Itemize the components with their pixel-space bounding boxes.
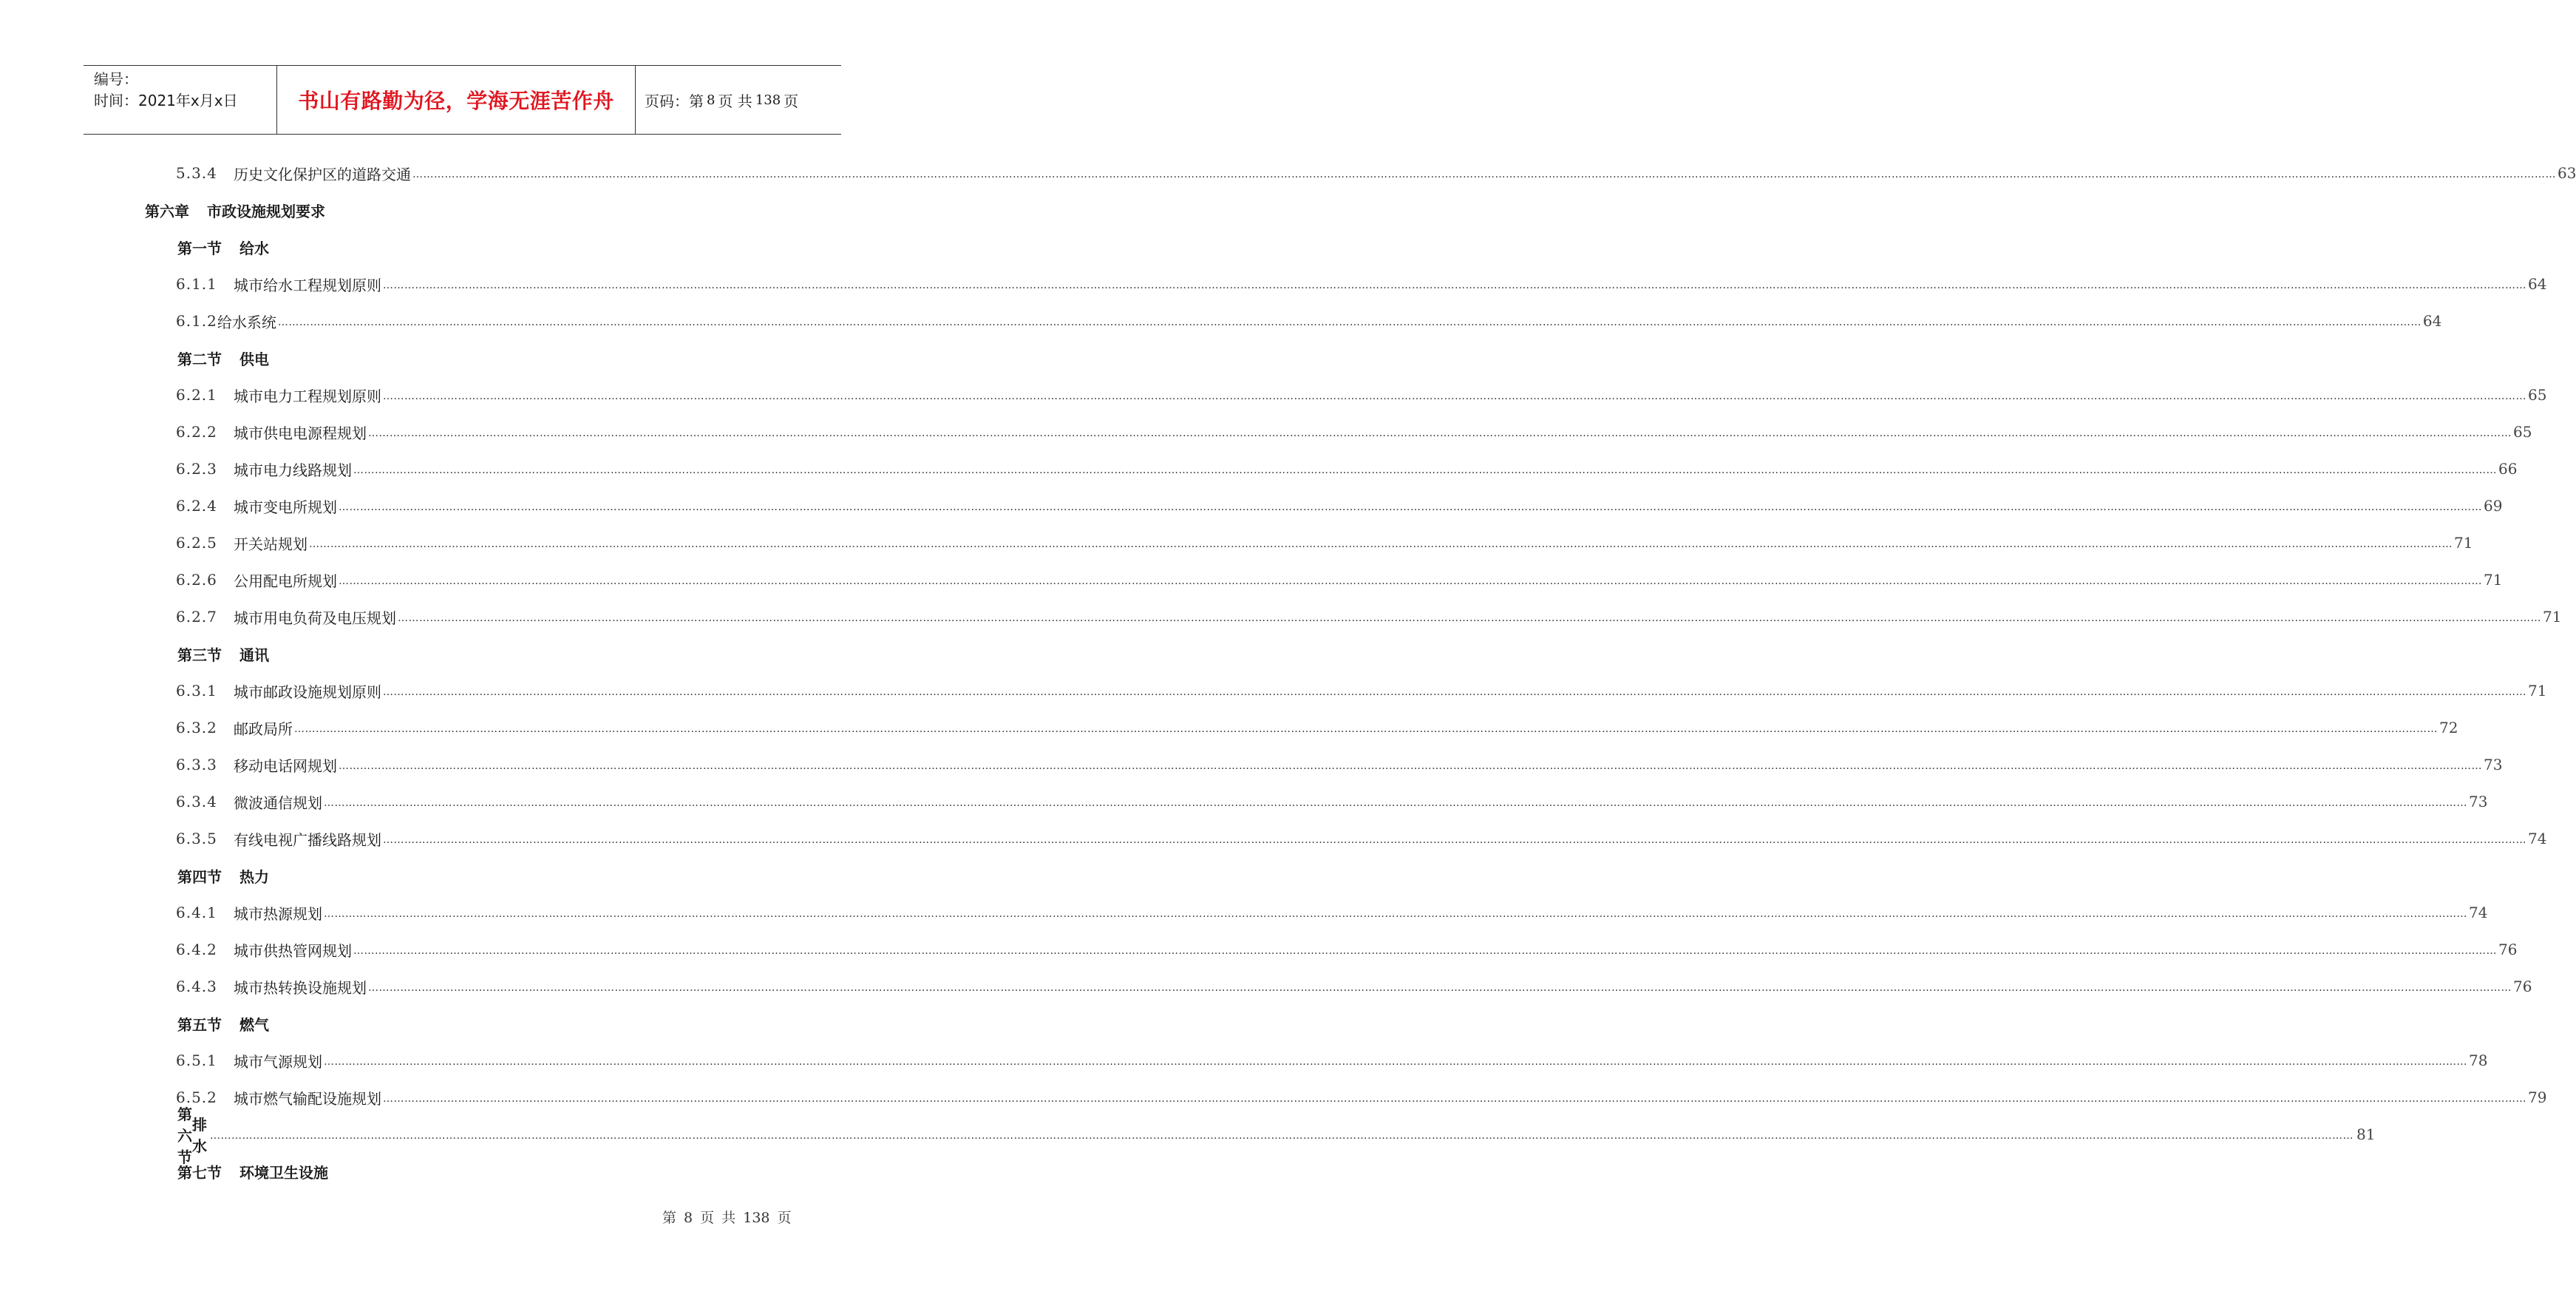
toc-section-label: 第一节 [177,239,222,257]
toc-leader-dots: …………………………………………………………………………………………………………………………………………………………………………………………………………………………………………………………………………………………………………………………………………………………………………………………………………………………………………………………………………………………………………………………………………………… [353,464,2497,476]
toc-entry [176,754,2503,776]
toc-entry-title: 城市供电电源程规划 [234,424,367,442]
toc-chapter-title: 市政设施规划要求 [207,202,325,220]
toc-entry-page: 76 [2498,941,2518,958]
toc-leader-dots: …………………………………………………………………………………………………………………………………………………………………………………………………………………………………………………………………………………………………………………………………………………………………………………………………………………………………………………………………………………………………………………………………………………… [412,169,2556,180]
toc-entry-page: 66 [2498,460,2518,478]
toc-entry-number: 5.3.4 [176,164,217,182]
toc-leader-dots: …………………………………………………………………………………………………………………………………………………………………………………………………………………………………………………………………………………………………………………………………………………………………………………………………………………………………………………………………………………………………………………………………………………… [383,280,2526,291]
toc-entry-title: 城市用电负荷及电压规划 [234,609,396,627]
toc-entry-title: 城市燃气输配设施规划 [234,1089,381,1108]
toc-entry-title: 有线电视广播线路规划 [234,830,381,849]
toc-entry-number: 6.4.2 [176,941,217,958]
toc-entry-title: 城市热转换设施规划 [234,978,367,997]
toc-entry-title: 公用配电所规划 [234,572,337,590]
toc-entry-number: 6.2.1 [176,386,217,404]
page-number: 8 [707,92,716,108]
toc-entry-page: 76 [2513,978,2532,995]
header-motto: 书山有路勤为径，学海无涯苦作舟 [277,66,636,134]
page-prefix: 页码：第 [645,92,704,110]
toc-entry [176,901,2488,924]
toc-entry-number: 6.3.2 [176,719,217,736]
toc-leader-dots: …………………………………………………………………………………………………………………………………………………………………………………………………………………………………………………………………………………………………………………………………………………………………………………………………………………………………………………………………………………………………………………………………………………… [339,575,2482,587]
toc-entry-number: 6.2.7 [176,608,217,626]
toc-entry-number: 6.5.1 [176,1052,217,1069]
toc-section-title: 通讯 [239,646,269,664]
document-number-label: 编号： [94,70,138,88]
toc-entry-number: 6.2.5 [176,534,217,552]
toc-entry-title: 城市电力工程规划原则 [234,387,381,405]
toc-entry-page: 69 [2484,497,2503,515]
toc-entry-title: 历史文化保护区的道路交通 [234,165,411,183]
toc-entry-page: 74 [2469,904,2488,921]
toc-entry [176,384,2547,406]
toc-entry [176,458,2518,480]
toc-entry-page: 71 [2543,608,2562,626]
toc-section-label: 第四节 [177,867,222,886]
toc-entry-title: 城市气源规划 [234,1052,322,1071]
toc-entry-number: 6.1.2 [176,312,217,330]
toc-entry-page: 64 [2528,275,2547,293]
header-meta [84,66,277,134]
toc-section-title: 燃气 [239,1015,269,1034]
toc-entry-title: 城市供热管网规划 [234,941,352,960]
toc-section-heading [177,236,269,258]
toc-entry [176,532,2473,554]
toc-leader-dots: …………………………………………………………………………………………………………………………………………………………………………………………………………………………………………………………………………………………………………………………………………………………………………………………………………………………………………………………………………………………………………………………………………………… [383,1093,2526,1105]
toc-entry [176,680,2547,702]
toc-leader-dots: …………………………………………………………………………………………………………………………………………………………………………………………………………………………………………………………………………………………………………………………………………………………………………………………………………………………………………………………………………………………………………………………………………………… [277,316,2422,328]
toc-section-heading [177,347,269,369]
toc-entry-page: 65 [2528,386,2547,404]
toc-entry-title: 给水系统 [217,313,276,331]
page-total: 138 [755,92,781,108]
toc-entry-page: 74 [2528,830,2547,847]
toc-entry [176,421,2532,443]
toc-entry-page: 78 [2469,1052,2488,1069]
toc-entry-number: 6.5.2 [176,1088,217,1106]
toc-leader-dots: …………………………………………………………………………………………………………………………………………………………………………………………………………………………………………………………………………………………………………………………………………………………………………………………………………………………………………………………………………………………………………………………………………………… [339,760,2482,772]
toc-entry-title: 微波通信规划 [234,793,322,812]
toc-leader-dots: …………………………………………………………………………………………………………………………………………………………………………………………………………………………………………………………………………………………………………………………………………………………………………………………………………………………………………………………………………………………………………………………………………………… [339,501,2482,513]
toc-entry-title: 开关站规划 [234,535,307,553]
toc-entry-title: 邮政局所 [234,719,293,738]
toc-section-heading [177,643,269,665]
header-page-indicator [636,66,841,134]
toc-entry-title: 城市邮政设施规划原则 [234,683,381,701]
toc-entry-number: 6.1.1 [176,275,217,293]
toc-leader-dots: …………………………………………………………………………………………………………………………………………………………………………………………………………………………………………………………………………………………………………………………………………………………………………………………………………………………………………………………………………………………………………………………………………………… [383,834,2526,846]
toc-entry [176,975,2532,998]
toc-section-heading [177,1160,328,1182]
toc-leader-dots: …………………………………………………………………………………………………………………………………………………………………………………………………………………………………………………………………………………………………………………………………………………………………………………………………………………………………………………………………………………………………………………………………………………… [324,797,2467,809]
toc-entry [176,162,2576,184]
toc-entry [176,495,2503,517]
toc-section-label: 第七节 [177,1163,222,1182]
toc-entry-number: 6.2.2 [176,423,217,441]
toc-entry-number: 6.3.4 [176,793,217,810]
toc-entry [176,827,2547,850]
toc-entry-number: 6.3.3 [176,756,217,773]
toc-entry-page: 73 [2484,756,2503,773]
toc-entry [176,606,2562,628]
toc-section-label: 第二节 [177,350,222,368]
toc-entry [176,938,2518,961]
toc-entry-number: 6.2.4 [176,497,217,515]
page-suffix: 页 [784,92,799,110]
toc-section-title: 排水 [192,1116,207,1155]
toc-entry-title: 城市变电所规划 [234,498,337,516]
toc-entry-page: 72 [2439,719,2458,736]
toc-section-title: 热力 [239,867,269,886]
toc-section-page: 81 [2356,1125,2376,1143]
document-date-label: 时间：2021年x月x日 [94,92,238,109]
toc-entry-number: 6.4.3 [176,978,217,995]
toc-entry-title: 城市电力线路规划 [234,461,352,479]
toc-leader-dots: …………………………………………………………………………………………………………………………………………………………………………………………………………………………………………………………………………………………………………………………………………………………………………………………………………………………………………………………………………………………………………………………………………………… [398,612,2541,624]
toc-entry-number: 6.2.3 [176,460,217,478]
toc-entry-page: 71 [2484,571,2503,589]
toc-section-title: 给水 [239,239,269,257]
toc-section-heading [177,1012,269,1034]
toc-entry-title: 城市热源规划 [234,904,322,923]
page-mid: 页 共 [718,92,752,110]
toc-leader-dots: …………………………………………………………………………………………………………………………………………………………………………………………………………………………………………………………………………………………………………………………………………………………………………………………………………………………………………………………………………………………………………………………………………………… [324,908,2467,920]
toc-leader-dots: …………………………………………………………………………………………………………………………………………………………………………………………………………………………………………………………………………………………………………………………………………………………………………………………………………………………………………………………………………………………………………………………………………………… [368,982,2512,994]
toc-entry-page: 79 [2528,1088,2547,1106]
toc-entry-number: 6.3.1 [176,682,217,700]
toc-entry-page: 63 [2558,164,2576,182]
toc-leader-dots: …………………………………………………………………………………………………………………………………………………………………………………………………………………………………………………………………………………………………………………………………………………………………………………………………………………………………………………………………………………………………………………………………………………… [210,1130,2354,1142]
toc-leader-dots: …………………………………………………………………………………………………………………………………………………………………………………………………………………………………………………………………………………………………………………………………………………………………………………………………………………………………………………………………………………………………………………………………………………… [294,723,2438,735]
toc-entry-page: 73 [2469,793,2488,810]
toc-section-title: 环境卫生设施 [239,1163,328,1182]
page-header [84,65,841,135]
toc-entry [176,1049,2488,1071]
toc-entry-page: 65 [2513,423,2532,441]
toc-entry [176,717,2458,739]
toc-entry-page: 64 [2422,312,2442,330]
toc-entry-title: 城市给水工程规划原则 [234,276,381,294]
toc-entry [176,790,2488,813]
toc-entry [176,310,2442,332]
toc-entry-title: 移动电话网规划 [234,756,337,775]
toc-leader-dots: …………………………………………………………………………………………………………………………………………………………………………………………………………………………………………………………………………………………………………………………………………………………………………………………………………………………………………………………………………………………………………………………………………………… [309,538,2453,550]
toc-section-title: 供电 [239,350,269,368]
toc-chapter-label: 第六章 [145,202,189,220]
toc-leader-dots: …………………………………………………………………………………………………………………………………………………………………………………………………………………………………………………………………………………………………………………………………………………………………………………………………………………………………………………………………………………………………………………………………………………… [368,427,2512,439]
toc-entry-number: 6.4.1 [176,904,217,921]
toc-leader-dots: …………………………………………………………………………………………………………………………………………………………………………………………………………………………………………………………………………………………………………………………………………………………………………………………………………………………………………………………………………………………………………………………………………………… [353,945,2497,957]
toc-entry [176,1086,2547,1108]
toc-section-heading [177,864,269,887]
toc-section-label: 第六节 [177,1105,192,1166]
toc-entry-page: 71 [2454,534,2473,552]
toc-entry [176,569,2503,591]
toc-chapter-heading [145,199,325,221]
toc-entry-number: 6.2.6 [176,571,217,589]
toc-section-label: 第三节 [177,646,222,664]
toc-section-label: 第五节 [177,1015,222,1034]
toc-entry-page: 71 [2528,682,2547,700]
toc-entry-number: 6.3.5 [176,830,217,847]
toc-entry [176,273,2547,295]
toc-section-heading [177,1105,2376,1166]
toc-leader-dots: …………………………………………………………………………………………………………………………………………………………………………………………………………………………………………………………………………………………………………………………………………………………………………………………………………………………………………………………………………………………………………………………………………………… [383,390,2526,402]
page-footer: 第 8 页 共 138 页 [662,1210,792,1226]
toc-leader-dots: …………………………………………………………………………………………………………………………………………………………………………………………………………………………………………………………………………………………………………………………………………………………………………………………………………………………………………………………………………………………………………………………………………………… [324,1056,2467,1068]
toc-leader-dots: …………………………………………………………………………………………………………………………………………………………………………………………………………………………………………………………………………………………………………………………………………………………………………………………………………………………………………………………………………………………………………………………………………………… [383,686,2526,698]
